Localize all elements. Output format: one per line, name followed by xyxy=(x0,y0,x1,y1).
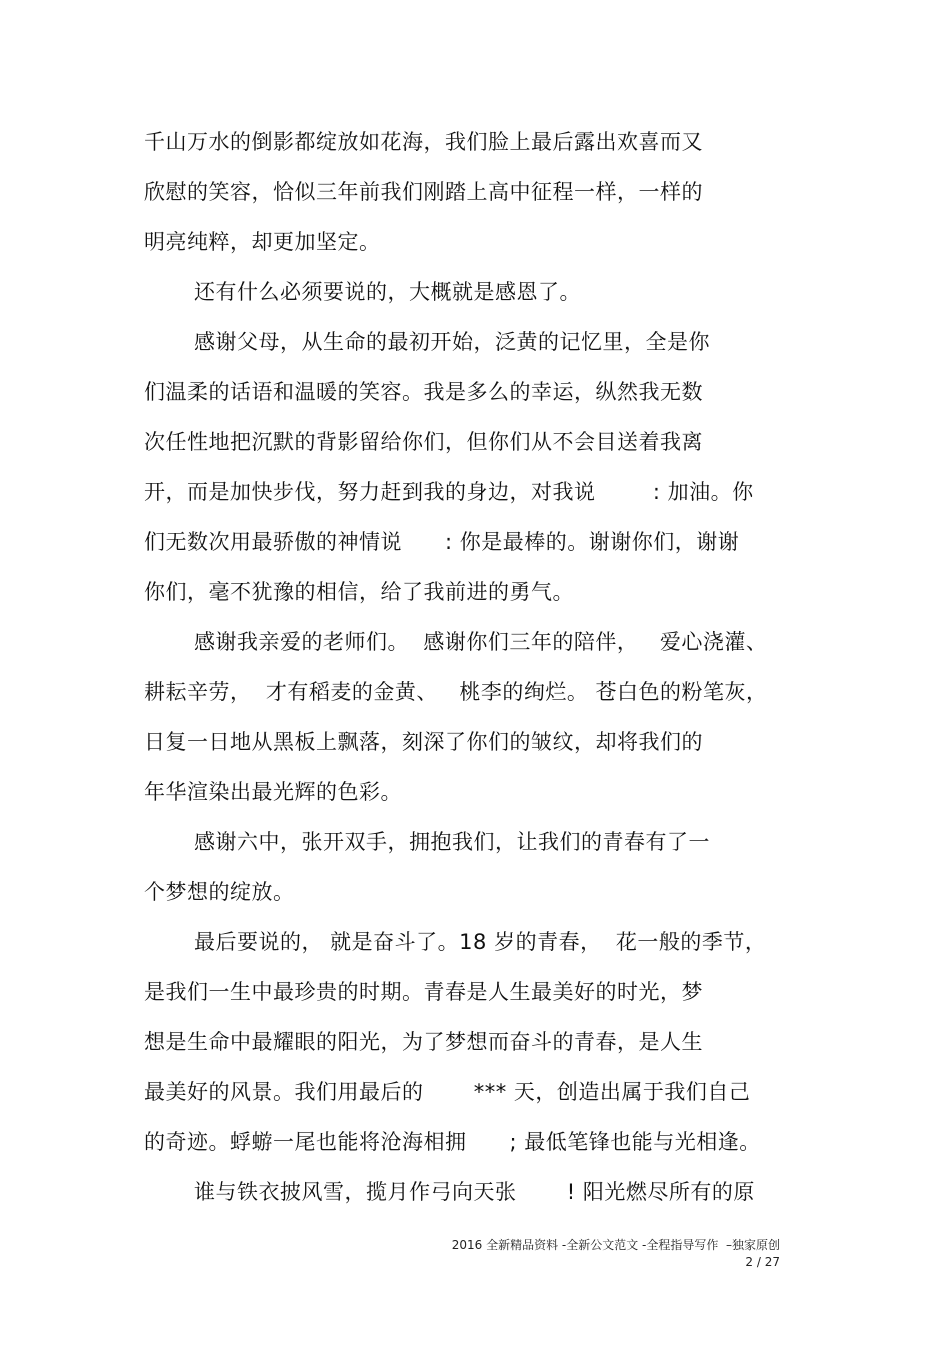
body-text-line: 最美好的风景。我们用最后的 *** 天，创造出属于我们自己 xyxy=(144,1080,751,1104)
body-text-line: 感谢我亲爱的老师们。 感谢你们三年的陪伴， 爱心浇灌、 xyxy=(194,630,768,654)
body-text-line: 的奇迹。蜉蝣一尾也能将沧海相拥 ; 最低笔锋也能与光相逢。 xyxy=(144,1130,761,1154)
page-number: 2 / 27 xyxy=(745,1255,780,1269)
body-text-line: 们温柔的话语和温暖的笑容。我是多么的幸运，纵然我无数 xyxy=(144,380,703,404)
body-text-line: 开，而是加快步伐，努力赶到我的身边，对我说 : 加油。你 xyxy=(144,480,754,504)
body-text-line: 们无数次用最骄傲的神情说 : 你是最棒的。谢谢你们，谢谢 xyxy=(144,530,740,554)
body-text-line: 欣慰的笑容，恰似三年前我们刚踏上高中征程一样，一样的 xyxy=(144,180,703,204)
body-text-line: 日复一日地从黑板上飘落，刻深了你们的皱纹，却将我们的 xyxy=(144,730,703,754)
body-text-line: 想是生命中最耀眼的阳光，为了梦想而奋斗的青春，是人生 xyxy=(144,1030,703,1054)
body-text-line: 感谢父母，从生命的最初开始，泛黄的记忆里，全是你 xyxy=(194,330,710,354)
body-text-line: 次任性地把沉默的背影留给你们，但你们从不会目送着我离 xyxy=(144,430,703,454)
body-text-line: 千山万水的倒影都绽放如花海，我们脸上最后露出欢喜而又 xyxy=(144,130,703,154)
body-text-line: 谁与铁衣披风雪，揽月作弓向天张 ! 阳光燃尽所有的原 xyxy=(194,1180,755,1204)
body-text-line: 最后要说的， 就是奋斗了。18 岁的青春， 花一般的季节， xyxy=(194,930,767,954)
body-text-line: 个梦想的绽放。 xyxy=(144,880,295,904)
body-text-line: 还有什么必须要说的，大概就是感恩了。 xyxy=(194,280,581,304)
body-text-line: 你们，毫不犹豫的相信，给了我前进的勇气。 xyxy=(144,580,574,604)
body-text-line: 年华渲染出最光辉的色彩。 xyxy=(144,780,402,804)
body-text-line: 感谢六中，张开双手，拥抱我们，让我们的青春有了一 xyxy=(194,830,710,854)
body-text-line: 明亮纯粹，却更加坚定。 xyxy=(144,230,381,254)
footer-source-text: 2016 全新精品资料 -全新公文范文 -全程指导写作 –独家原创 xyxy=(451,1238,780,1252)
body-text-line: 是我们一生中最珍贵的时期。青春是人生最美好的时光，梦 xyxy=(144,980,703,1004)
body-text-line: 耕耘辛劳， 才有稻麦的金黄、 桃李的绚烂。 苍白色的粉笔灰， xyxy=(144,680,768,704)
